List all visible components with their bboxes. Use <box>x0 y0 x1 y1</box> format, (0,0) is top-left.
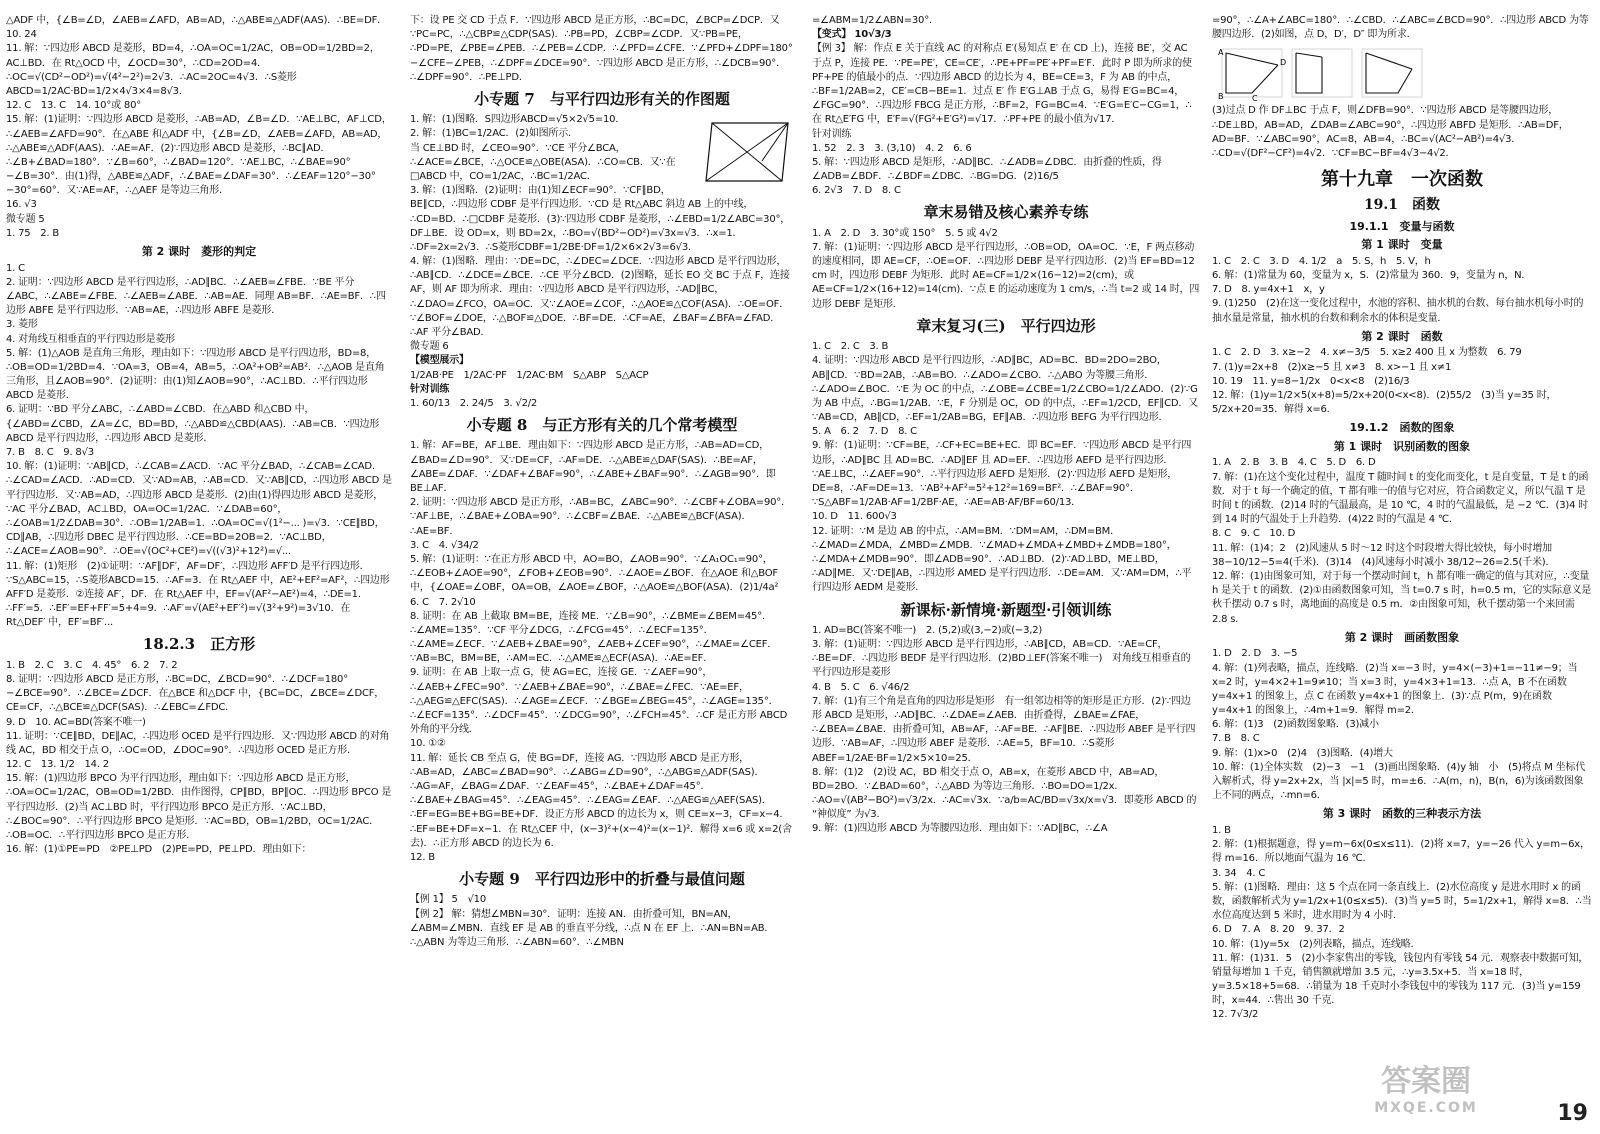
answer-line: 9. 证明：在 AB 上取一点 G，使 AG=EC，连接 GE．∵∠AEF=90°，∴∠AEB+∠FEC=90°．∵∠AEB+∠BAE=90°，∴∠BAE=∠FEC．∵AE=EF，∴△AEG≌△EFC(SAS)．∴∠AGE=∠ECF．∵∠BGE=∠BEG=45°，∴∠AGE=135°．∴∠ECF=135°．∴∠DCF=45°．∵∠DCG=90°，∴∠FCH=45°．∴CF 是正方形 ABCD 外角的平分线． <box>410 667 788 736</box>
answer-line: 6. 2√3 7. D 8. C <box>812 185 901 197</box>
answer-line: 8. 证明：在 AB 上截取 BM=BE，连接 ME．∵∠B=90°，∴∠BME=∠BEM=45°．∴∠AME=135°．∵CF 平分∠DCG，∴∠FCG=45°．∴∠ECF=135°．∴∠AME=∠ECF．∵∠AEB+∠BAE=90°，∠AEB+∠CEF=90°，∴∠MAE=∠CEF．∵AB=BC，BM=BE，∴AM=EC．∴△AME≌△ECF(ASA)．∴AE=EF． <box>410 610 778 665</box>
answer-line: 7. 解：(1)在这个变化过程中，温度 T 随时间 t 的变化而变化，t 是自变量，T 是 t 的函数．对于 t 每一个确定的值，T 都有唯一的值与它对应，符合函数定义，所以气温 T 是时间 t 的函数．(2)14 时的气温最高，是 10 ℃，4 时的气温最低，是 −2 ℃．(3)4 时到 14 时的气温处于上升趋势．(4)22 时的气温是 4 ℃． <box>1212 471 1589 526</box>
answer-line: 3. 解：(1)证明：∵四边形 ABCD 是平行四边形，∴AB∥CD，AB=CD．∵AE=CF，∴BE=DF．∴四边形 BEDF 是平行四边形．(2)BD⊥EF(答案不唯一) 对角线互相垂直的平行四边形是菱形 <box>812 639 1191 679</box>
answer-line: △ADF 中，{∠B=∠D，∠AEB=∠AFD，AB=AD，∴△ABE≌△ADF(AAS)．∴BE=DF． <box>6 15 387 26</box>
answers-block <box>410 893 794 950</box>
lesson-title: 第 1 课时 识别函数的图象 <box>1333 439 1471 453</box>
answer-line: 6. D 7. A 8. 20 9. 37．2 <box>1212 924 1345 936</box>
answer-line: 1. 52 2. 3 3. (3,10) 4. 2 6. 6 <box>812 142 972 154</box>
answer-line: 【例 1】 5 √10 <box>410 894 486 906</box>
watermark-text: 答案圈 <box>1381 1064 1471 1099</box>
answer-line: 3. 菱形 <box>6 319 38 331</box>
answer-line: 10. 解：(1)证明：∵AB∥CD，∴∠CAB=∠ACD．∵AC 平分∠BAD，∴∠CAB=∠CAD．∴∠CAD=∠ACD．∴AD=CD．又∵AD=AB，∴AB=CD．又∵AB∥CD，∴四边形 ABCD 是平行四边形．又∵AB=AD，∴四边形 ABCD 是菱形．(2)由(1)得四边形 ABCD 是菱形，∵AC 平分∠BAD，AC⊥BD，OA=OC=1/2AC．∵∠DAB=60°，∴∠OAB=1/2∠DAB=30°．∴OB=1/2AB=1．∴OA=OC=√(1²−... )=√3．∵CE∥BD，CD∥AB，∴四边形 DBEC 是平行四边形．∴CE=BD=2OB=2．∵AC⊥BD，∴∠ACE=∠AOB=90°．∴OE=√(OC²+CE²)=√((√3)²+12²)=√... <box>6 461 392 558</box>
answer-line: 【例 2】 解：猜想∠MBN=30°．证明：连接 AN．由折叠可知，BN=AN，∠ABM=∠MBN．直线 EF 是 AB 的垂直平分线，∴点 N 在 EF 上．∴AN=BN=AB．∴△ABN 为等边三角形．∴∠ABN=60°．∴∠MBN <box>410 908 775 948</box>
answer-line: 10. 解：(1)全体实数 (2)−3 −1 (3)画出图象略．(4)y 轴 小 (5)将点 M 坐标代入解析式，得 y=2x+2x，当 |x|=5 时，m=±6．∴A(m，n)，B(n，6)为该函数图象上不同的两点，∴mn=6． <box>1212 761 1586 802</box>
answer-line: 1. B 2. C 3. C 4. 45° 6. 2 7. 2 <box>6 659 178 671</box>
answer-line: 15. 解：(1)证明：∵四边形 ABCD 是菱形，∴AB=AD，∠B=∠D．∵AE⊥BC，AF⊥CD，∴∠AEB=∠AFD=90°．在△ABE 和△ADF 中，{∠B=∠D，∠AEB=∠AFD，AB=AD，∴△ABE≌△ADF(AAS)．∴AE=AF．(2)∵四边形 ABCD 是菱形，∴BC∥AD．∴∠B+∠BAD=180°．∵∠B=60°，∴∠BAD=120°．∵AE⊥BC，∴∠BAE=90°−∠B=30°．由(1)得，△ABE≌△ADF，∴∠BAE=∠DAF=30°．∴∠EAF=120°−30°−30°=60°．又∵AE=AF，∴△AEF 是等边三角形． <box>6 114 392 197</box>
answer-line: 微专题 5 <box>6 213 45 225</box>
answer-line: 1. 75 2. B <box>6 227 60 239</box>
page-number: 19 <box>1557 1101 1588 1126</box>
answers-block <box>812 340 1200 595</box>
answer-line: 12. 7√3/2 <box>1212 1009 1259 1021</box>
column-4 <box>1212 14 1592 1124</box>
answers-block <box>1212 647 1592 803</box>
answer-line: 12. 证明：∵M 是边 AB 的中点，∴AM=BM．∵DM=AM，∴DM=BM．∴∠MAD=∠MDA，∠MBD=∠MDB．∵∠MAD+∠MDA+∠MBD+∠MDB=180°，∴∠MDA+∠MDB=90°．即∠ADB=90°．∴AD⊥BD．(2)∵AD⊥BD，ME⊥BD，∴AD∥ME．又∵DE∥AB，∴四边形 AMED 是平行四边形．∴DE=AM．又∵AM=DM，∴平行四边形 AEDM 是菱形． <box>812 525 1192 594</box>
answer-line: 6. 证明：∵BD 平分∠ABC，∴∠ABD=∠CBD．在△ABD 和△CBD 中，{∠ABD=∠CBD，∠A=∠C，BD=BD，∴△ABD≌△CBD(AAS)．∴AB=CB．∵四边形 ABCD 是平行四边形，∴四边形 ABCD 是菱形． <box>6 404 380 444</box>
answer-line: 9. (1)250 (2)在这一变化过程中，水池的容积、抽水机的台数、每台抽水机每小时的抽水量是常量，抽水机的台数和剩余水的体积是变量． <box>1212 298 1584 324</box>
answer-line: 2. 解：(1)根据题意，得 y=m−6x(0≤x≤11)．(2)将 x=7，y=−26 代入 y=m−6x，得 m=16．所以地面气温为 16 ℃． <box>1212 839 1590 865</box>
answer-line: 5. 解：∵四边形 ABCD 是矩形，∴AD∥BC．∴∠ADB=∠DBC．由折叠的性质，得∠ADB=∠BDF．∴∠BDF=∠DBC．∴BG=DG．(2)16/5 <box>812 156 1162 183</box>
answer-line: 7. B 8. C <box>1212 733 1260 745</box>
answer-line: 9. 解：(1)证明：∵CF=BE，∴CF+EC=BE+EC．即 BC=EF．∵四边形 ABCD 是平行四边形，∴AD∥BC 且 AD=BC．∴AD∥EF 且 AD=EF．∴四边形 AEFD 是平行四边形．∵AE⊥BC，∴∠AEF=90°．∴平行四边形 AEFD 是矩形．(2)∵四边形 AEFD 是矩形，DE=8，∴AF=DE=13．∵AB²+AF²=5²+12²=169=BF²．∴∠BAF=90°．∵S△ABF=1/2AB·AF=1/2BF·AE，∴AE=AB·AF/BF=60/13． <box>812 440 1192 509</box>
answer-line: 2. 解：(1)BC=1/2AC．(2)如图所示． <box>410 128 578 140</box>
answers-block <box>6 659 392 858</box>
lesson-title: 第 3 课时 函数的三种表示方法 <box>1322 807 1482 821</box>
answers-block <box>1212 14 1592 42</box>
answer-line: 9. D 10. AC=BD(答案不唯一) <box>6 716 146 728</box>
section-heading: 小专题 7 与平行四边形有关的作图题 <box>474 89 730 108</box>
section-heading: 章末易错及核心素养专练 <box>923 203 1089 222</box>
variation-answer: 【变式】 10√3/3 <box>812 29 892 41</box>
fig-label: C <box>1252 94 1258 102</box>
section-heading: 18.2.3 正方形 <box>142 635 256 654</box>
answer-line: 1. C 2. C 3. B <box>812 341 889 353</box>
watermark-url: MXQE.COM <box>1374 1100 1478 1116</box>
answer-line: 4. 对角线互相垂直的平行四边形是菱形 <box>6 333 175 345</box>
answer-line: 微专题 6 <box>410 341 449 353</box>
column-1 <box>6 14 392 1124</box>
answer-line: 10. 19 11. y=8−1/2x 0<x<8 (2)16/3 <box>1212 375 1410 387</box>
answer-line: 11. 解：延长 CB 至点 G，使 BG=DF，连接 AG．∵四边形 ABCD 是正方形，∴AB=AD，∠ABC=∠BAD=90°．∴∠ABG=∠D=90°，∴△ABG≌△ADF(SAS)．∴AG=AF，∠BAG=∠DAF．∵∠EAF=45°，∴∠BAE+∠DAF=45°．∴∠BAE+∠BAG=45°．∴∠EAG=45°．∴∠EAG=∠EAF．∴△AEG≌△AEF(SAS)．∴EF=EG=BE+BG=BE+DF．设正方形 ABCD 的边长为 x，则 CE=x−3，CF=x−4．∴EF=BE+DF=x−1．在 Rt△CEF 中，(x−3)²+(x−4)²=(x−1)²．解得 x=6 或 x=2(舍去)．∴正方形 ABCD 的边长为 6． <box>410 752 792 849</box>
fig-label: B <box>1218 92 1224 102</box>
answers-block <box>410 14 794 85</box>
answers-block <box>1212 456 1592 626</box>
answer-line: 1. C 2. C 3. D 4. 1/2 a 5. S，h 5. V，h <box>1212 255 1431 267</box>
answer-line: 9. 解：(1)x>0 (2)4 (3)图略．(4)增大 <box>1212 747 1393 759</box>
answer-line: 11. 解：(1)4；2 (2)风速从 5 时～12 时这个时段增大得比较快，每小时增加 38−10/12−5=4(千米)．(3)14 (4)风速每小时减小 38/12−26=2.5(千米)． <box>1212 542 1556 568</box>
section-heading: 第 2 课时 菱形的判定 <box>141 245 257 258</box>
lesson-title: 第 2 课时 画函数图象 <box>1344 630 1460 644</box>
answer-line: 1. AD=BC(答案不唯一) 2. (5,2)或(3,−2)或(−3,2) <box>812 624 1043 636</box>
answer-line: 2. 证明：∵四边形 ABCD 是正方形，∴AB=BC，∠ABC=90°．∴∠CBF+∠OBA=90°．∵AF⊥BE，∴∠BAE+∠OBA=90°．∴∠CBF=∠BAE．∴△ABE≌△BCF(ASA)．∴AE=BF． <box>410 497 791 537</box>
answer-line: 5. A 6. 2 7. D 8. C <box>812 426 917 438</box>
answer-line: 15. 解：(1)四边形 BPCO 为平行四边形，理由如下：∵四边形 ABCD 是正方形，∴OA=OC=1/2AC，OB=OD=1/2BD．由作图得，CP∥BD，BP∥OC．∴四边形 BPCO 是平行四边形．(2)当 AC⊥BD 时，平行四边形 BPCO 是正方形．∵AC⊥BD，∴∠BOC=90°．∴平行四边形 BPCO 是矩形．∵AC=BD，OB=1/2BD，OC=1/2AC．∴OB=OC．∴平行四边形 BPCO 是正方形． <box>6 773 392 842</box>
answer-line: 6. 解：(1)3 (2)函数图象略．(3)减小 <box>1212 719 1379 731</box>
answer-line: 3. 解：(1)图略．(2)证明：由(1)知∠ECF=90°．∵CF∥BD，BE∥CD，∴四边形 CDBF 是平行四边形．∵CD 是 Rt△ABC 斜边 AB 上的中线，∴CD=BD．∴□CDBF 是菱形．(3)∵四边形 CDBF 是菱形，∴∠EBD=1/2∠ABC=30°，DF⊥BE．设 OD=x，则 BD=2x，∴BO=√(BD²−OD²)=√3x=√3．∴x=1．∴DF=2x=2√3．∴S菱形CDBF=1/2BE·DF=1/2×6×2√3=6√3． <box>410 185 791 253</box>
answer-line: 1. A 2. B 3. B 4. C 5. D 6. D <box>1212 457 1376 469</box>
answer-line: 4. 证明：∵四边形 ABCD 是平行四边形，∴AD∥BC，AD=BC．BD=2DO=2BO，AB∥CD．∵BD=2AB，∴AB=BO．∴∠ADO=∠CBO．∴△ABO 为等腰三角形．∴∠ADO=∠BOC．∵E 为 OC 的中点，∴∠OBE=∠CBE=1/2∠CBO=1/2∠ADO．(2)∵G 为 AB 中点，∴BG=1/2AB．∵E，F 分别是 OC，OD 的中点，∴EF=1/2CD，EF∥CD．又∵AB=CD，AB∥CD，∴EF=1/2AB=BG，EF∥AB．∴四边形 BEFG 为平行四边形． <box>812 355 1198 424</box>
answer-line: 7. D 8. y=4x+1 x，y <box>1212 284 1325 296</box>
answers-block <box>1212 824 1592 1023</box>
answer-line: 下：设 PE 交 CD 于点 F．∵四边形 ABCD 是正方形，∴BC=DC，∠BCP=∠DCP．又∵PC=PC，∴△CBP≌△CDP(SAS)．∴PB=PD，∠CBP=∠CDP．又∵PB=PE，∴PD=PE，∠PBE=∠PEB．∴∠PEB=∠CDP．∴∠PFD=∠CFE．∵∠PFD+∠DPF=180°−∠CFE−∠PEB，∴∠DPF=∠DCE=90°．∵四边形 ABCD 是正方形，∴∠DCB=90°．∴∠DPF=90°．∴PE⊥PD． <box>410 15 793 83</box>
section-title: 19.1 函数 <box>1363 196 1441 213</box>
column-2 <box>410 14 794 1124</box>
answer-line: 当 CE⊥BD 时，∠CEO=90°．∵CE 平分∠BCA，∴∠ACE=∠BCE，∴△OCE≌△OBE(ASA)．∴CO=CB．又∵在□ABCD 中，CO=1/2AC，∴BC=1/2AC． <box>410 142 676 182</box>
fig-label: D <box>1280 58 1286 68</box>
answer-line: 5. 解：(1)证明：∵在正方形 ABCD 中，AO=BO，∠AOB=90°．∵∠A₁OC₁=90°，∴∠EOB+∠AOE=90°，∠FOB+∠EOB=90°．∴∠AOE=∠BOF．在△AOE 和△BOF 中，{∠OAE=∠OBF，OA=OB，∠AOE=∠BOF，∴△AOE≌△BOF(ASA)．(2)1/4a² <box>410 553 779 594</box>
answer-line: 2. 证明：∵四边形 ABCD 是平行四边形，∴AD∥BC．∴∠AEB=∠FBE．∵BE 平分∠ABC，∴∠ABE=∠FBE．∴∠AEB=∠ABE．∴AB=AE．同理 AB=BF．∴AE=BF．∴四边形 ABFE 是平行四边形．∵AB=AE，∴四边形 ABFE 是菱形． <box>6 276 386 317</box>
chapter-title: 第十九章 一次函数 <box>1321 169 1483 191</box>
answer-line: 11. 解：(1)矩形 (2)①证明：∵AF∥DF′，AF=DF′，∴四边形 AFF′D 是平行四边形．∵S△ABC=15，∴S菱形ABCD=15．∴AF=3．在 Rt△AEF 中，AE²+EF²=AF²，∴四边形 AFF′D 是菱形．②连接 AF′，DF．在 Rt△AEF 中，EF=√(AF²−AE²)=4，∴DE=1．∴FF′=5．∴EF′=EF+FF′=5+4=9．∴AF′=√(AE²+EF′²)=√(3²+9²)=3√10．在 Rt△DEF′ 中，EF′=BF′... <box>6 560 390 629</box>
answer-line: 【例 3】 解：作点 E 关于直线 AC 的对称点 E′(易知点 E′ 在 CD 上)，连接 BE′，交 AC 于点 P，连接 PE．∵PE=PE′，CE=CE′，∴PE+PF=PE′+PF=E′F．此时 P 即为所求的使 PF+PE 的值最小的点．∵四边形 ABCD 的边长为 4，BE=CE=3，F 为 AB 的中点，∴BF=1/2AB=2，CE′=CB−BE=1．过点 E′ 作 E′G⊥AB 于点 G，易得 E′G=BC=4，∠FGC=90°．∴四边形 FBCG 是正方形，∴BF=2，FG=BC=4．∵E′G=E′C−CG=1，∴在 Rt△E′FG 中，E′F=√(FG²+E′G²)=√17．∴PF+PE 的最小值为√17． <box>812 43 1192 126</box>
answers-block <box>812 42 1200 198</box>
column-3 <box>812 14 1200 1124</box>
answers-block <box>812 624 1200 837</box>
answers-block <box>6 262 392 631</box>
answer-line: 8. 解：(1)2 (2)设 AC，BD 相交于点 O，AB=x，在菱形 ABCD 中，AB=AD，BD=2BO．∵∠BAD=60°，∴△ABD 为等边三角形．∴BO=DO=1/2x．∴AO=√(AB²−BO²)=√3/2x．∴AC=√3x．∵a/b=AC/BD=√3x/x=√3．即菱形 ABCD 的 “神似度” 为√3． <box>812 766 1197 821</box>
answer-line: 3. 34 4. C <box>1212 867 1266 879</box>
answer-line: 11. 解：(1)31．5 (2)小李家售出的零钱，钱包内有零钱 54 元．观察表中数据可知，销量每增加 1 千克，销售额就增加 3.5 元，∴y=3.5x+5．当 x=18 时，y=3.5×18+5=68．∴销量为 18 千克时小李钱包中的零钱为 117 元．(3)当 y=159 时，x=44．∴售出 30 千克． <box>1212 952 1589 1007</box>
answers-block <box>1212 255 1592 326</box>
section-heading: 新课标·新情境·新题型·引领训练 <box>900 600 1112 619</box>
answers-block <box>1212 346 1592 417</box>
model-items: 1/2AB·PE 1/2AC·PF 1/2AC·BM S△ABP S△ACP <box>410 369 649 381</box>
answer-line: 7. 解：(1)证明：∵四边形 ABCD 是平行四边形，∴OB=OD，OA=OC．∵E，F 两点移动的速度相同，即 AE=CF，∴OE=OF．∴四边形 DEBF 是平行四边形．(2)当 EF=BD=12 cm 时，四边形 DEBF 为矩形．此时 AE=CF=1/2×(16−12)=2(cm)，或 AE=CF=1/2×(16+12)=14(cm)．∵点 E 的运动速度为 1 cm/s，∴当 t=2 或 14 时，四边形 DEBF 是矩形． <box>812 241 1200 310</box>
answer-line: 针对训练 <box>812 128 852 140</box>
lesson-title: 第 2 课时 函数 <box>1361 329 1443 343</box>
answer-line: 3. C 4. √34/2 <box>410 539 479 551</box>
answer-line: 11. 证明：∵CE∥BD，DE∥AC，∴四边形 OCED 是平行四边形．又∵四边形 ABCD 的对角线 AC，BD 相交于点 O，∴OC=OD，∠DOC=90°．∴四边形 OCED 是正方形． <box>6 730 390 756</box>
answer-line: 10. ①② <box>410 738 446 750</box>
subsection-title: 19.1.1 变量与函数 <box>1349 219 1455 233</box>
answer-line: (3)过点 D 作 DF⊥BC 于点 F，则∠DFB=90°．∵四边形 ABCD 是等腰四边形，∴DE⊥BD，AB=AD，∠DAB=∠ABC=90°，∴四边形 ABFD 是矩形．∴AB=DF，AD=BF．∵∠ABC=90°，AC=8，AB=4，∴BC=√(AC²−AB²)=4√3．∴CD=√(DF²−CF²)=4√2．∵CF=BC−BF=4√3−4√2． <box>1212 105 1569 159</box>
answer-line: 6. 解：(1)常量为 60，变量为 x，S．(2)常量为 360．9，变量为 n，N． <box>1212 269 1532 281</box>
answer-line: 7. 解：(1)有三个角是直角的四边形是矩形 有一组邻边相等的矩形是正方形．(2)∵四边形 ABCD 是矩形，∴AD∥BC．∴∠DAE=∠AEB．由折叠得，∠BAE=∠FAE，∴∠BEA=∠BAE．由折叠可知，AB=AF，∴AF=BE．∴AF∥BE．∴四边形 ABEF 是平行四边形．∵AB=AF，∴四边形 ABEF 是菱形．∴AE=5，BF=10．∴S菱形ABEF=1/2AE·BF=1/2×5×10=25． <box>812 695 1196 764</box>
answer-line: 12. 解：(1)由图象可知，对于每一个摆动时间 t，h 都有唯一确定的值与其对应，∴变量 h 是关于 t 的函数．(2)①由函数图象可知，当 t=0.7 s 时，h=0.5 m，它的实际意义是秋千摆动 0.7 s 时，离地面的高度是 0.5 m．②由图象可知，秋千摆动第一个来回需 2.8 s． <box>1212 570 1592 625</box>
answer-line: 8. 证明：∵四边形 ABCD 是正方形，∴BC=DC，∠BCD=90°．∴∠DCF=180°−∠BCE=90°．∴∠BCE=∠DCF．在△BCE 和△DCF 中，{BC=DC，∠BCE=∠DCF，CE=CF，∴△BCE≌△DCF(SAS)．∴∠EBC=∠FDC． <box>6 673 385 714</box>
answer-line: 5. 解：(1)△AOB 是直角三角形，理由如下：∵四边形 ABCD 是平行四边形，BD=8，∴OB=OD=1/2BD=4．∵OA=3，OB=4，AB=5，∴OA²+OB²=AB²．∴△AOB 是直角三角形，且∠AOB=90°．(2)证明：由(1)知∠AOB=90°，∴AC⊥BD．∴平行四边形 ABCD 是菱形． <box>6 347 385 402</box>
answer-line: =∠ABM=1/2∠ABN=30°． <box>812 15 939 26</box>
answers-block <box>812 14 1200 28</box>
section-heading: 小专题 9 平行四边形中的折叠与最值问题 <box>459 870 745 889</box>
answer-line: 4. 解：(1)图略．理由：∵DE=DC，∴∠DEC=∠DCE．∵四边形 ABCD 是平行四边形，∴AB∥CD．∴∠DCE=∠BCE．∴CE 平分∠BCD．(2)图略，延长 EO 交 BC 于点 F，连接 AF，则 AF 即为所求．理由：∵四边形 ABCD 是平行四边形，∴AD∥BC，∴∠DAO=∠FCO，OA=OC．又∵∠AOE=∠COF，∴△AOE≌△COF(ASA)．∴OE=OF．∵∠BOF=∠DOE，∴△BOF≌△DOE．∴BF=DE．∴CF=AE，∠BAF=∠BFA=∠FAD．∴AF 平分∠BAD． <box>410 256 790 339</box>
answer-line: 1. B <box>1212 825 1231 836</box>
answer-line: 1. D 2. D 3. −5 <box>1212 648 1298 660</box>
train-items: 1. 60/13 2. 24/5 3. √2/2 <box>410 397 538 409</box>
model-label: 【模型展示】 <box>410 355 469 367</box>
answer-line: 12. 解：(1)y=1/2×5(x+8)=5/2x+20(0<x<8)．(2)55/2 (3)当 y=35 时，5/2x+20=35．解得 x=6． <box>1212 389 1557 416</box>
train-label: 针对训练 <box>410 383 450 395</box>
lesson-title: 第 1 课时 变量 <box>1361 238 1443 252</box>
answer-line: 10. 解：(1)y=5x (2)列表略，描点，连线略． <box>1212 938 1421 950</box>
answers-block <box>812 227 1200 312</box>
section-heading: 章末复习(三) 平行四边形 <box>916 316 1096 335</box>
answer-line: 12. C 13. C 14. 10°或 80° <box>6 100 142 112</box>
answer-line: 7. (1)y=2x+8 (2)x≥−5 且 x≠3 8. x>−1 且 x≠1 <box>1212 361 1452 373</box>
grid-figures <box>1212 45 1432 101</box>
answer-line: 4. 解：(1)列表略，描点，连线略．(2)当 x=−3 时，y=4×(−3)+1=−11≠−9；当 x=2 时，y=4×2+1=9≠10；当 x=3 时，y=4×3+1=13．∴点 A，B 不在函数 y=4x+1 的图象上，点 C 在函数 y=4x+1 的图象上．(3)∵点 P(m，9)在函数 y=4x+1 的图象上，∴4m+1=9．解得 m=2． <box>1212 662 1578 717</box>
answers-block <box>1212 104 1592 161</box>
answer-line: 6. C 7. 2√10 <box>410 596 476 608</box>
subsection-title: 19.1.2 函数的图象 <box>1349 421 1455 435</box>
answers-block <box>6 14 392 241</box>
answer-line: 11. 解：∵四边形 ABCD 是菱形，BD=4，∴OA=OC=1/2AC，OB=OD=1/2BD=2，AC⊥BD．在 Rt△OCD 中，∠OCD=30°，∴CD=2OD=4．∴OC=√(CD²−OD²)=√(4²−2²)=2√3．∴AC=2OC=4√3．∴S菱形ABCD=1/2AC·BD=1/2×4√3×4=8√3． <box>6 43 380 97</box>
watermark-logo <box>1316 1064 1536 1124</box>
section-heading: 小专题 8 与正方形有关的几个常考模型 <box>466 416 738 435</box>
answer-line: 4. B 5. C 6. √46/2 <box>812 681 910 693</box>
answer-line: 10. 24 <box>6 29 37 41</box>
answer-line: 1. 解：AF=BE，AF⊥BE．理由如下：∵四边形 ABCD 是正方形，∴AB=AD=CD，∠BAD=∠D=90°．又∵DE=CF，∴AF=DE．∴△ABE≌△DAF(SAS)．∴BE=AF，∠ABE=∠DAF．∵∠DAF+∠BAF=90°，∴∠ABE+∠BAF=90°．∴∠AGB=90°．即 BE⊥AF． <box>410 440 776 495</box>
answer-line: 1. C 2. D 3. x≥−2 4. x≠−3/5 5. x≥2 400 且 x 为整数 6. 79 <box>1212 347 1522 359</box>
answer-line: 16. √3 <box>6 199 37 211</box>
answer-line: 12. B <box>410 851 435 863</box>
answer-line: 12. C 13. 1/2 14. 2 <box>6 759 109 771</box>
answers-block <box>410 439 794 865</box>
answer-line: 1. 解：(1)图略．S四边形ABCD=√5×2√5=10． <box>410 114 626 126</box>
answer-line: 5. 解：(1)图略．理由：这 5 个点在同一条直线上．(2)水位高度 y 是进水用时 x 的函数，函数解析式为 y=1/2x+1(0≤x≤5)．(3)当 y=5 时，5=1/2x+1，解得 x=8．∴当水位高度达到 5 米时，进水用时为 4 小时． <box>1212 881 1592 922</box>
answer-line: 9. 解：(1)四边形 ABCD 为等腰四边形．理由如下：∵AD∥BC，∴∠A <box>812 823 1108 835</box>
answer-line: =90°，∴∠A+∠ABC=180°．∴∠CBD．∴∠ABC=∠BCD=90°．∴四边形 ABCD 为等腰四边形．(2)如图，点 D，D′，D″ 即为所求． <box>1212 15 1589 41</box>
answer-line: 7. B 8. C 9. 8√3 <box>6 447 94 459</box>
answer-line: 8. C 9. C 10. D <box>1212 528 1296 540</box>
fig-label: A <box>1218 48 1224 58</box>
answer-line: 1. A 2. D 3. 30°或 150° 5. 5 或 4√2 <box>812 227 998 239</box>
parallelogram-figure <box>696 115 794 189</box>
answer-line: 10. D 11. 600√3 <box>812 511 897 523</box>
answer-line: 16. 解：(1)①PE=PD ②PE⊥PD (2)PE=PD，PE⊥PD．理由如下： <box>6 844 312 856</box>
answer-line: 1. C <box>6 262 25 274</box>
